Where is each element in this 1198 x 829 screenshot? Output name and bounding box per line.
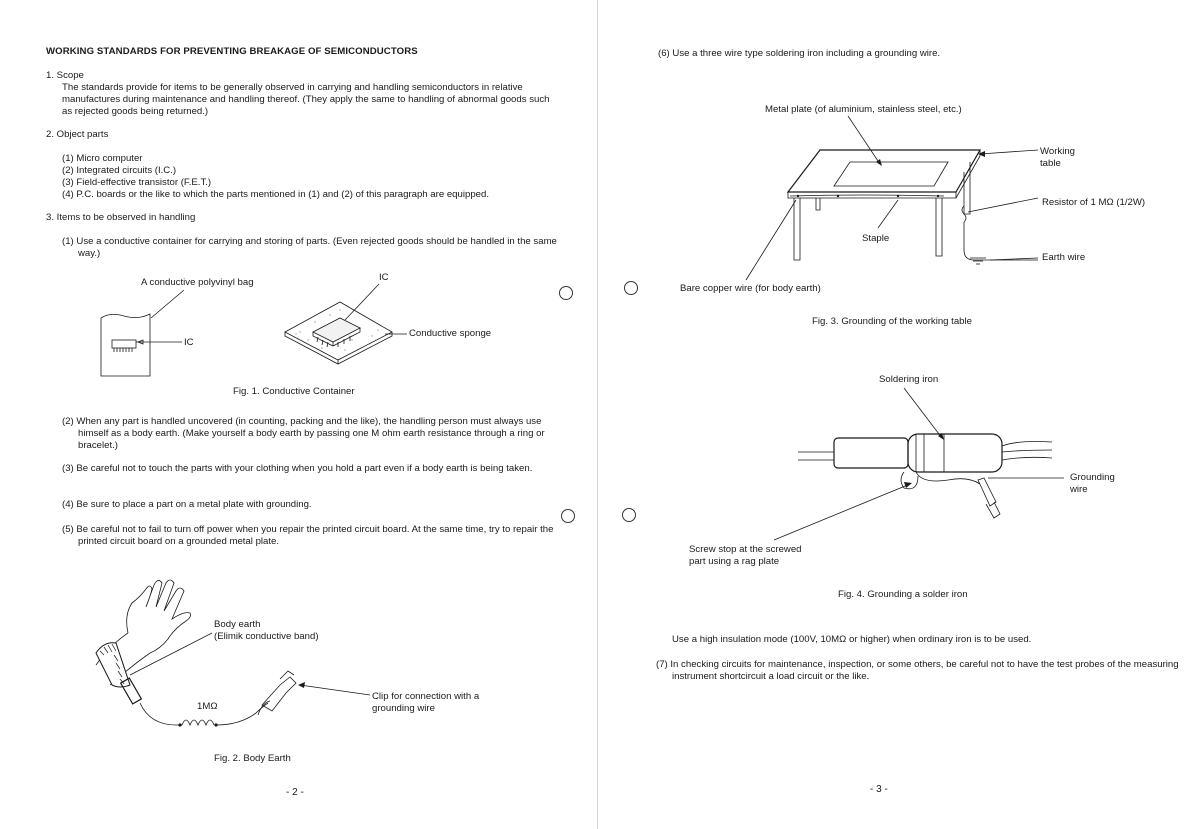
fig4-soldering-iron-label: Soldering iron (879, 374, 939, 385)
section-3-item-4: (4) Be sure to place a part on a metal plate with grounding. (62, 499, 312, 510)
fig2-clip-1: Clip for connection with a (372, 691, 480, 702)
section-2-item-3: (3) Field-effective transistor (F.E.T.) (62, 177, 212, 188)
item-7: (7) In checking circuits for maintenance, inspection, or some others, be careful not to have the test probes of the measuring instrument shortcircuit a load circuit or the like. (656, 659, 1179, 682)
section-2-item-4: (4) P.C. boards or the like to which the parts mentioned in (1) and (2) of this paragraph are equipped. (62, 189, 489, 200)
section-3-item-2: (2) When any part is handled uncovered (in counting, packing and the like), the handling person must always use himself as a body earth. (Make yourself a body earth by passing one M ohm earth resistance through a ring or bracelet.) (62, 416, 545, 451)
section-2-item-1: (1) Micro computer (62, 153, 143, 164)
fig2-caption: Fig. 2. Body Earth (214, 753, 291, 764)
fig3-metal-plate-label: Metal plate (of aluminium, stainless steel, etc.) (765, 104, 962, 115)
punch-hole-left-bottom (561, 509, 575, 523)
fig3-working-table-1: Working (1040, 146, 1076, 157)
fig3-staple-label: Staple (862, 233, 890, 244)
fig4-screw-stop-2: part using a rag plate (689, 556, 780, 567)
fig3-illustration (598, 110, 1198, 310)
fig1-illustration (0, 270, 598, 390)
section-3-item-1: (1) Use a conductive container for carrying and storing of parts. (Even rejected goods should be handled in the same way.) (62, 236, 557, 259)
section-1-title: 1. Scope (46, 70, 84, 81)
fig1-caption: Fig. 1. Conductive Container (233, 386, 355, 397)
section-1-body: The standards provide for items to be generally observed in carrying and handling semiconductors in relative manufactures during maintenance and handling thereof. (They apply the same to handling of abnormal goods such as rejected goods being returned.) (62, 82, 550, 117)
fig1-ic-label-top: IC (379, 272, 389, 283)
fig3-bare-copper-label: Bare copper wire (for body earth) (680, 283, 821, 294)
document-heading: WORKING STANDARDS FOR PREVENTING BREAKAGE OF SEMICONDUCTORS (46, 46, 418, 57)
fig3-working-table-2: table (1040, 158, 1061, 169)
section-3-item-5: (5) Be careful not to fail to turn off power when you repair the printed circuit board. At the same time, try to repair the printed circuit board on a grounded metal plate. (62, 524, 554, 547)
section-3-item-3: (3) Be careful not to touch the parts with your clothing when you hold a part even if a body earth is being taken. (62, 463, 533, 474)
fig1-bag-label: A conductive polyvinyl bag (141, 277, 254, 288)
fig4-grounding-wire-2: wire (1070, 484, 1088, 495)
fig4-illustration (598, 380, 1198, 580)
fig1-ic-label-bag: IC (184, 337, 194, 348)
insulation-note: Use a high insulation mode (100V, 10MΩ or higher) when ordinary iron is to be used. (672, 634, 1032, 645)
fig2-body-earth-1: Body earth (214, 619, 261, 630)
section-2-title: 2. Object parts (46, 129, 109, 140)
fig1-sponge-label: Conductive sponge (409, 328, 492, 339)
fig3-caption: Fig. 3. Grounding of the working table (812, 316, 972, 327)
fig2-resistor-label: 1MΩ (197, 701, 218, 712)
fig3-earth-wire-label: Earth wire (1042, 252, 1086, 263)
page-right (598, 0, 1198, 829)
page-left (0, 0, 598, 829)
section-3-title: 3. Items to be observed in handling (46, 212, 196, 223)
page-number-left: - 2 - (286, 787, 304, 798)
fig4-screw-stop-1: Screw stop at the screwed (689, 544, 802, 555)
item-6: (6) Use a three wire type soldering iron including a grounding wire. (658, 48, 941, 59)
fig4-grounding-wire-1: Grounding (1070, 472, 1115, 483)
fig2-clip-2: grounding wire (372, 703, 435, 714)
fig4-caption: Fig. 4. Grounding a solder iron (838, 589, 968, 600)
section-2-item-2: (2) Integrated circuits (I.C.) (62, 165, 177, 176)
punch-hole-left-top (559, 286, 573, 300)
page-number-right: - 3 - (870, 784, 888, 795)
fig2-body-earth-2: (Elimik conductive band) (214, 631, 319, 642)
fig3-resistor-label: Resistor of 1 MΩ (1/2W) (1042, 197, 1146, 208)
fig2-illustration (0, 575, 598, 755)
